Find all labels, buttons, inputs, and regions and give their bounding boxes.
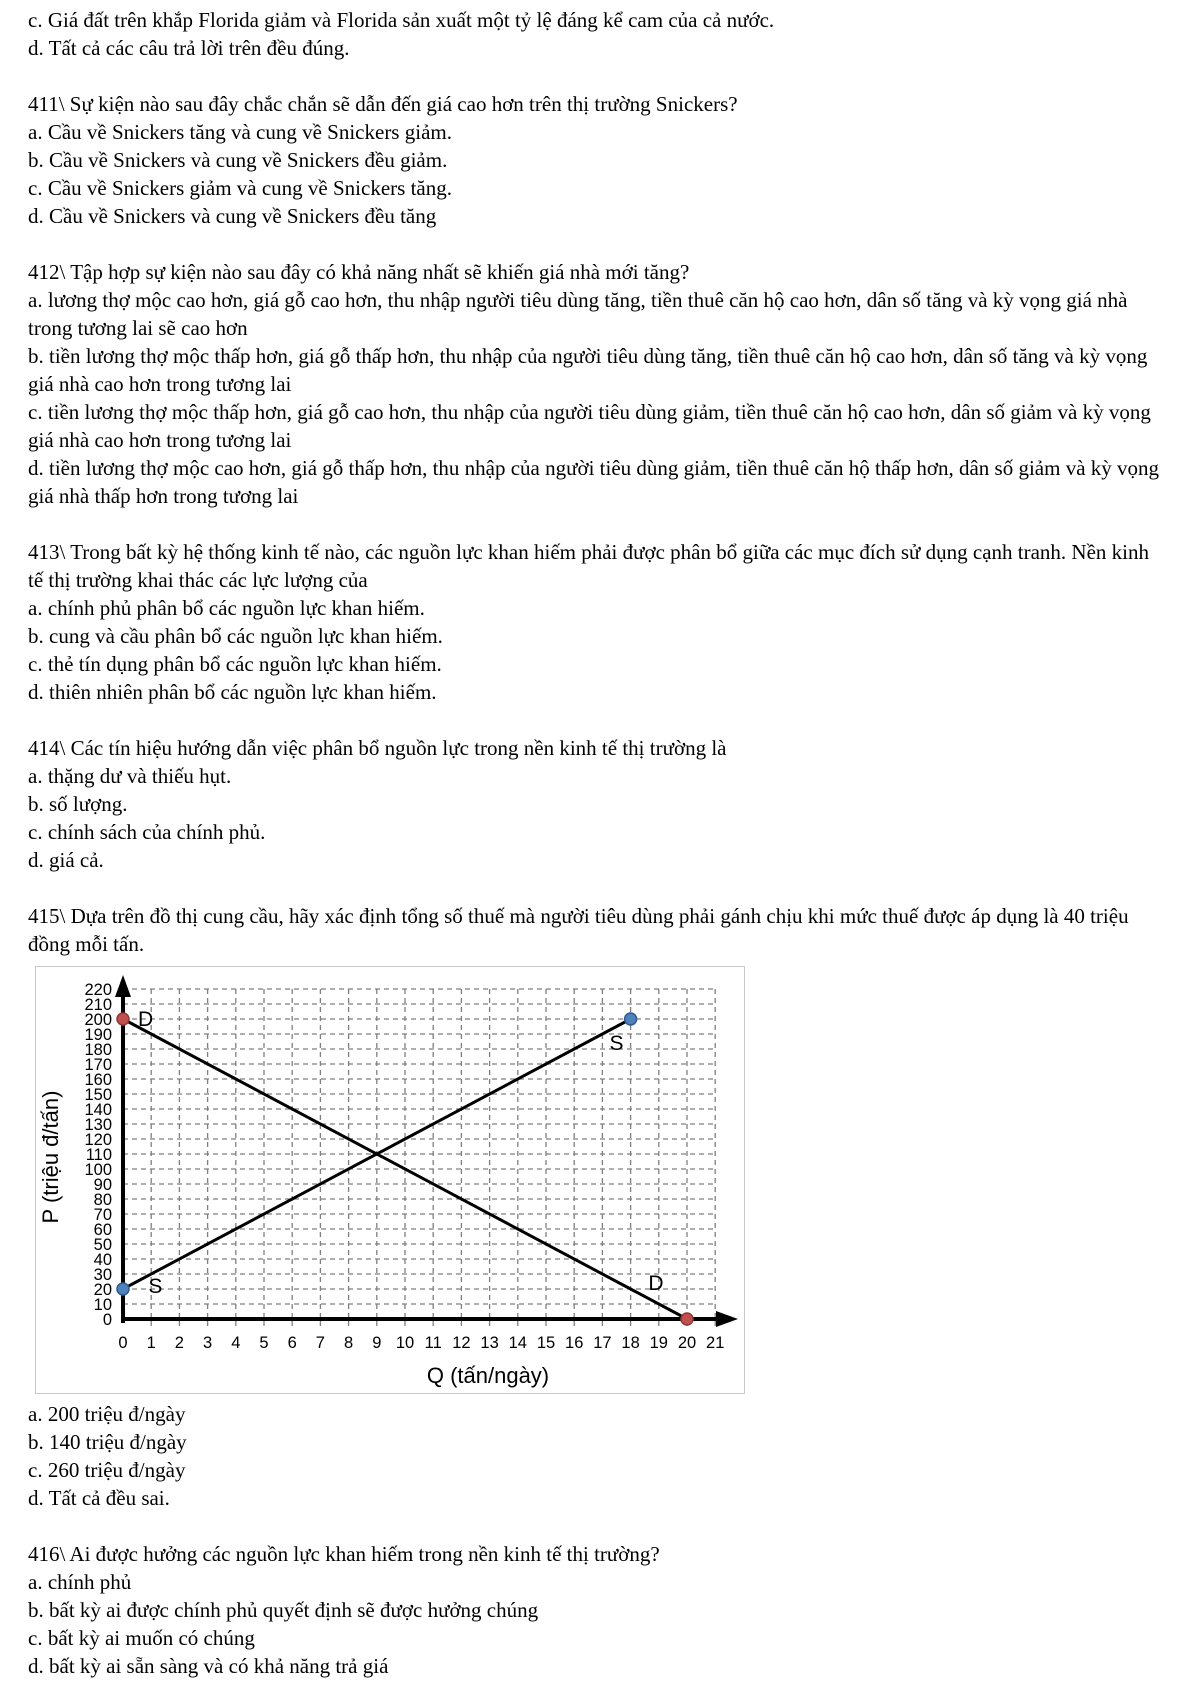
question-415 xyxy=(28,902,1160,1512)
x-tick-label: 21 xyxy=(706,1334,725,1352)
y-tick-label: 80 xyxy=(93,1191,112,1209)
x-tick-label: 16 xyxy=(565,1334,584,1352)
x-tick-label: 5 xyxy=(259,1334,269,1352)
answer-option: c. bất kỳ ai muốn có chúng xyxy=(28,1626,255,1650)
x-tick-label: 12 xyxy=(452,1334,471,1352)
x-tick-label: 2 xyxy=(174,1334,184,1352)
y-axis-arrowhead xyxy=(115,975,131,997)
question-text: 416\ Ai được hưởng các nguồn lực khan hiếm trong nền kinh tế thị trường? xyxy=(28,1542,660,1566)
supply-demand-chart xyxy=(35,966,745,1394)
x-tick-label: 3 xyxy=(203,1334,213,1352)
x-tick-label: 0 xyxy=(118,1334,128,1352)
x-tick-label: 19 xyxy=(649,1334,668,1352)
question-text: 412\ Tập hợp sự kiện nào sau đây có khả năng nhất sẽ khiến giá nhà mới tăng? xyxy=(28,260,690,284)
x-tick-label: 6 xyxy=(287,1334,297,1352)
leading-options-block xyxy=(28,6,1160,62)
question-text: 413\ Trong bất kỳ hệ thống kinh tế nào, các nguồn lực khan hiếm phải được phân bổ giữa các mục đích sử dụng cạnh tranh. Nền kinh tế thị trường khai thác các lực lượng của xyxy=(28,540,1149,592)
supply-demand-chart-svg xyxy=(36,967,744,1393)
y-tick-label: 90 xyxy=(93,1176,112,1194)
question-text: 411\ Sự kiện nào sau đây chắc chắn sẽ dẫn đến giá cao hơn trên thị trường Snickers? xyxy=(28,92,738,116)
question-413 xyxy=(28,538,1160,706)
answer-option: c. chính sách của chính phủ. xyxy=(28,820,266,844)
answer-option: b. tiền lương thợ mộc thấp hơn, giá gỗ thấp hơn, thu nhập của người tiêu dùng tăng, tiền thuê căn hộ cao hơn, dân số tăng và kỳ vọng giá nhà cao hơn trong tương lai xyxy=(28,344,1148,396)
y-tick-label: 120 xyxy=(84,1131,112,1149)
answer-option: b. bất kỳ ai được chính phủ quyết định sẽ được hưởng chúng xyxy=(28,1598,539,1622)
y-tick-label: 130 xyxy=(84,1116,112,1134)
y-tick-label: 150 xyxy=(84,1086,112,1104)
answer-option: c. 260 triệu đ/ngày xyxy=(28,1458,186,1482)
answer-option: d. giá cả. xyxy=(28,848,104,872)
x-tick-label: 10 xyxy=(395,1334,415,1352)
y-tick-label: 10 xyxy=(93,1296,112,1314)
answer-option: a. thặng dư và thiếu hụt. xyxy=(28,764,232,788)
x-tick-label: 1 xyxy=(146,1334,156,1352)
y-tick-label: 70 xyxy=(93,1206,112,1224)
answer-option: b. Cầu về Snickers và cung về Snickers đều giảm. xyxy=(28,148,448,172)
question-411 xyxy=(28,90,1160,230)
demand-endpoint-marker xyxy=(681,1313,693,1325)
x-axis-arrowhead xyxy=(716,1311,738,1327)
y-tick-label: 210 xyxy=(84,996,112,1014)
y-tick-label: 60 xyxy=(93,1221,112,1239)
answer-option: b. số lượng. xyxy=(28,792,128,816)
answer-option: d. Cầu về Snickers và cung về Snickers đều tăng xyxy=(28,204,437,228)
question-414 xyxy=(28,734,1160,874)
curve-label: D xyxy=(137,1008,154,1031)
answer-option: d. Tất cả các câu trả lời trên đều đúng. xyxy=(28,36,350,60)
answer-option: a. chính phủ phân bổ các nguồn lực khan hiếm. xyxy=(28,596,425,620)
answer-option: a. Cầu về Snickers tăng và cung về Snickers giảm. xyxy=(28,120,452,144)
question-text: 414\ Các tín hiệu hướng dẫn việc phân bổ nguồn lực trong nền kinh tế thị trường là xyxy=(28,736,727,760)
question-416 xyxy=(28,1540,1160,1680)
answer-option: d. bất kỳ ai sẵn sàng và có khả năng trả giá xyxy=(28,1654,389,1678)
x-tick-label: 17 xyxy=(593,1334,612,1352)
y-axis-title: P (triệu đ/tấn) xyxy=(38,1090,63,1224)
x-axis-title: Q (tấn/ngày) xyxy=(426,1363,550,1388)
answer-option: a. chính phủ xyxy=(28,1570,132,1594)
y-tick-label: 0 xyxy=(102,1311,112,1329)
curve-label: D xyxy=(648,1272,664,1295)
demand-endpoint-marker xyxy=(117,1013,129,1025)
x-tick-label: 8 xyxy=(344,1334,354,1352)
curve-label: S xyxy=(148,1275,163,1298)
answer-option: d. thiên nhiên phân bổ các nguồn lực khan hiếm. xyxy=(28,680,437,704)
y-tick-label: 160 xyxy=(84,1071,112,1089)
y-tick-label: 200 xyxy=(84,1011,112,1029)
question-text: 415\ Dựa trên đồ thị cung cầu, hãy xác định tổng số thuế mà người tiêu dùng phải gánh chịu khi mức thuế được áp dụng là 40 triệu đồng mỗi tấn. xyxy=(28,904,1129,956)
question-415-options xyxy=(28,1400,1160,1512)
x-tick-label: 7 xyxy=(315,1334,325,1352)
x-tick-label: 4 xyxy=(231,1334,241,1352)
y-tick-label: 170 xyxy=(84,1056,112,1074)
answer-option: d. Tất cả đều sai. xyxy=(28,1486,170,1510)
y-tick-label: 140 xyxy=(84,1101,112,1119)
x-tick-label: 14 xyxy=(508,1334,527,1352)
answer-option: a. 200 triệu đ/ngày xyxy=(28,1402,186,1426)
question-412 xyxy=(28,258,1160,510)
curve-label: S xyxy=(609,1032,624,1055)
y-tick-label: 100 xyxy=(84,1161,112,1179)
answer-option: b. cung và cầu phân bổ các nguồn lực khan hiếm. xyxy=(28,624,443,648)
answer-option: d. tiền lương thợ mộc cao hơn, giá gỗ thấp hơn, thu nhập của người tiêu dùng giảm, tiền thuê căn hộ thấp hơn, dân số giảm và kỳ vọng giá nhà thấp hơn trong tương lai xyxy=(28,456,1160,508)
y-tick-label: 190 xyxy=(84,1026,112,1044)
answer-option: c. tiền lương thợ mộc thấp hơn, giá gỗ cao hơn, thu nhập của người tiêu dùng giảm, tiền thuê căn hộ cao hơn, dân số giảm và kỳ vọng giá nhà cao hơn trong tương lai xyxy=(28,400,1151,452)
y-tick-label: 50 xyxy=(93,1236,112,1254)
y-tick-label: 40 xyxy=(93,1251,112,1269)
x-tick-label: 15 xyxy=(536,1334,556,1352)
x-tick-label: 9 xyxy=(372,1334,382,1352)
answer-option: c. Cầu về Snickers giảm và cung về Snickers tăng. xyxy=(28,176,452,200)
answer-option: c. thẻ tín dụng phân bổ các nguồn lực khan hiếm. xyxy=(28,652,442,676)
answer-option: a. lương thợ mộc cao hơn, giá gỗ cao hơn, thu nhập người tiêu dùng tăng, tiền thuê căn hộ cao hơn, dân số tăng và kỳ vọng giá nhà trong tương lai sẽ cao hơn xyxy=(28,288,1128,340)
answer-option: c. Giá đất trên khắp Florida giảm và Florida sản xuất một tỷ lệ đáng kể cam của cả nước. xyxy=(28,8,775,32)
x-tick-label: 11 xyxy=(424,1334,442,1352)
x-tick-label: 13 xyxy=(480,1334,499,1352)
y-tick-label: 110 xyxy=(85,1146,112,1164)
y-tick-label: 20 xyxy=(93,1281,112,1299)
x-tick-label: 18 xyxy=(621,1334,640,1352)
x-tick-label: 20 xyxy=(677,1334,697,1352)
supply-endpoint-marker xyxy=(625,1013,637,1025)
y-tick-label: 220 xyxy=(84,981,112,999)
y-tick-label: 30 xyxy=(93,1266,112,1284)
y-tick-label: 180 xyxy=(84,1041,112,1059)
answer-option: b. 140 triệu đ/ngày xyxy=(28,1430,187,1454)
supply-endpoint-marker xyxy=(117,1283,129,1295)
